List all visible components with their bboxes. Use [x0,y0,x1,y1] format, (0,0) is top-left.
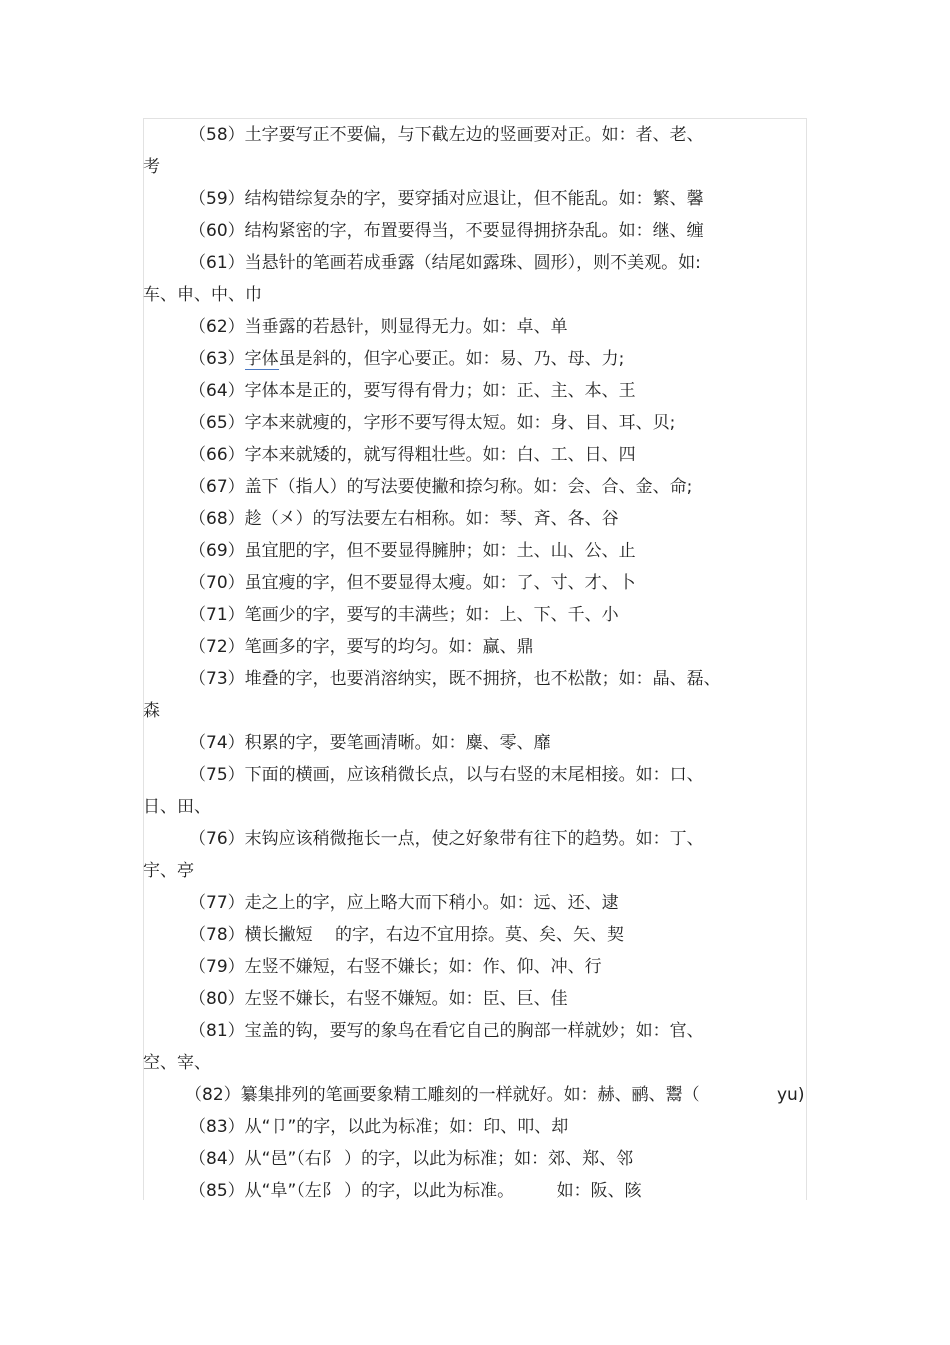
text-line [143,311,807,343]
item-number: （61） [189,253,245,273]
line-text: 当悬针的笔画若成垂露（结尾如露珠、圆形），则不美观。如: [244,253,701,273]
line-text: 纂集排列的笔画要象精工雕刻的一样就好。如：赫、鹂、鬻（ [240,1085,700,1105]
line-text: 字体本是正的，要写得有骨力；如：正、主、本、王 [244,381,636,401]
item-number: （68） [189,509,245,529]
item-number: （75） [189,765,245,785]
line-text: 宇、亭 [143,861,194,881]
text-line [143,1079,807,1111]
item-number: （81） [189,1021,245,1041]
item-number: （62） [189,317,245,337]
text-line [143,535,807,567]
text-line [143,663,807,695]
text-line [143,343,807,375]
underlined-word: 字体 [244,349,279,369]
item-number: （67） [189,477,245,497]
item-number: （80） [189,989,245,1009]
line-text: 盖下（指人）的写法要使撇和捺匀称。如：会、合、金、命; [244,477,693,497]
line-text: 结构错综复杂的字，要穿插对应退让，但不能乱。如：繁、馨 [244,189,704,209]
line-text: 虽宜肥的字，但不要显得臃肿；如：土、山、公、止 [244,541,636,561]
text-line [143,1143,807,1175]
text-line [143,695,807,727]
item-number: （59） [189,189,245,209]
line-text: 虽是斜的，但字心要正。如：易、乃、母、力; [278,349,625,369]
text-line [143,215,807,247]
line-text: 左竖不嫌长，右竖不嫌短。如：臣、巨、佳 [244,989,568,1009]
line-text: 笔画少的字，要写的丰满些；如：上、下、千、小 [244,605,619,625]
line-text: 横长撇短 的字，右边不宜用捺。莫、矣、矢、契 [244,925,625,945]
line-text: 日、田、 [143,797,211,817]
item-number: （74） [189,733,245,753]
line-text: 走之上的字，应上略大而下稍小。如：远、还、逮 [244,893,619,913]
line-text: 空、宰、 [143,1053,211,1073]
text-line [143,119,807,151]
item-number: （66） [189,445,245,465]
item-number: （58） [189,125,245,145]
text-line [143,727,807,759]
line-text: 结构紧密的字，布置要得当，不要显得拥挤杂乱。如：继、缠 [244,221,704,241]
item-number: （60） [189,221,245,241]
line-tail: yu) [777,1085,805,1105]
item-number: （85） [189,1181,245,1201]
text-line [143,919,807,951]
line-text: 末钩应该稍微拖长一点，使之好象带有往下的趋势。如：丁、 [244,829,704,849]
line-text: 考 [143,157,160,177]
text-line [143,855,807,887]
line-text: 虽宜瘦的字，但不要显得太瘦。如：了、寸、才、卜 [244,573,636,593]
text-line [143,183,807,215]
text-line [143,279,807,311]
item-number: （83） [189,1117,245,1137]
line-text: 字本来就矮的，就写得粗壮些。如：白、工、日、四 [244,445,636,465]
line-text: 宝盖的钩，要写的象鸟在看它自己的胸部一样就妙；如：官、 [244,1021,704,1041]
line-text: 当垂露的若悬针，则显得无力。如：卓、单 [244,317,568,337]
text-line [143,599,807,631]
line-text: 字本来就瘦的，字形不要写得太短。如：身、目、耳、贝; [244,413,676,433]
text-line [143,759,807,791]
item-number: （72） [189,637,245,657]
line-text: 积累的字，要笔画清晰。如：麋、零、靡 [244,733,551,753]
item-number: （77） [189,893,245,913]
text-line [143,247,807,279]
line-text: 从“卩”的字，以此为标准；如：印、叩、却 [244,1117,569,1137]
text-line [143,823,807,855]
item-number: （70） [189,573,245,593]
text-line [143,1047,807,1079]
text-line [143,791,807,823]
line-text: 森 [143,701,160,721]
line-text: 土字要写正不要偏，与下截左边的竖画要对正。如：者、老、 [244,125,704,145]
text-line [143,887,807,919]
line-text: 笔画多的字，要写的均匀。如：赢、鼎 [244,637,534,657]
text-line [143,471,807,503]
text-line [143,407,807,439]
text-line [143,1015,807,1047]
text-line [143,375,807,407]
item-number: （71） [189,605,245,625]
item-number: （78） [189,925,245,945]
item-number: （69） [189,541,245,561]
text-line [143,151,807,183]
line-text: 车、申、中、巾 [143,285,262,305]
text-line [143,983,807,1015]
line-text: 堆叠的字，也要消溶纳实，既不拥挤，也不松散；如：晶、磊、 [244,669,721,689]
line-text: 左竖不嫌短，右竖不嫌长；如：作、仰、冲、行 [244,957,602,977]
line-text: 下面的横画，应该稍微长点，以与右竖的末尾相接。如：口、 [244,765,704,785]
item-number: （73） [189,669,245,689]
text-line [143,439,807,471]
text-line [143,631,807,663]
item-number: （79） [189,957,245,977]
item-number: （63） [189,349,245,369]
item-number: （84） [189,1149,245,1169]
line-text: 趁（㐅）的写法要左右相称。如：琴、斉、各、谷 [244,509,619,529]
item-number: （76） [189,829,245,849]
item-number: （82） [185,1085,241,1105]
line-text: 从“阜”（左阝 ）的字，以此为标准。 如：阪、陔 [244,1181,642,1201]
text-line [143,1175,807,1207]
text-line [143,951,807,983]
text-line [143,503,807,535]
document-body [143,119,807,1207]
text-line [143,1111,807,1143]
line-text: 从“邑”（右阝 ）的字，以此为标准；如：郊、郑、邻 [244,1149,634,1169]
text-line [143,567,807,599]
item-number: （64） [189,381,245,401]
item-number: （65） [189,413,245,433]
